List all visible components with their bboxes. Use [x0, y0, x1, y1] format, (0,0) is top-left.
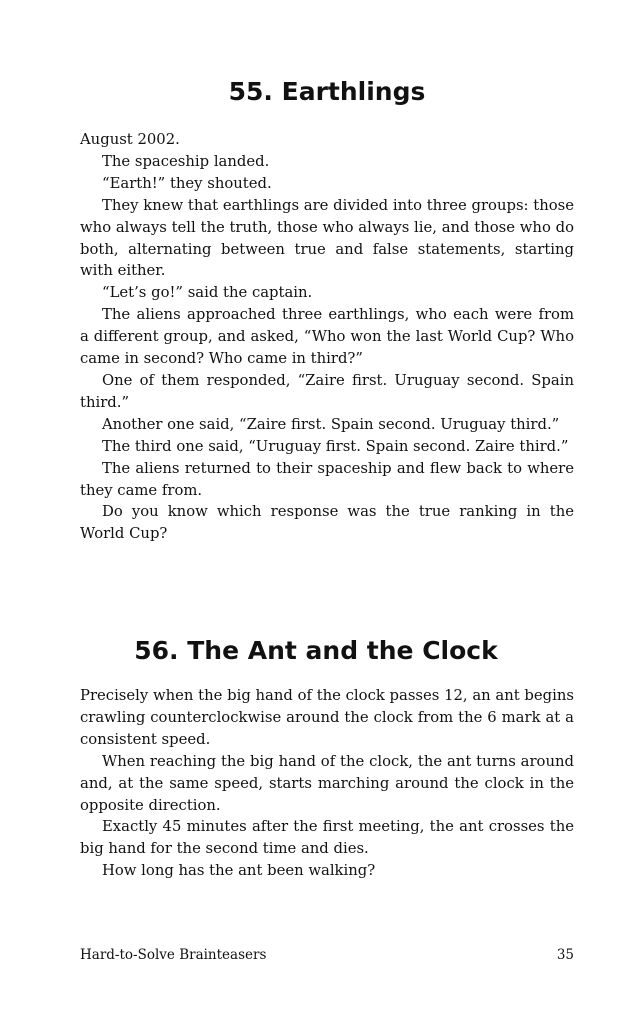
section-56-body: [80, 685, 574, 882]
section-55-title: 55. Earthlings: [228, 77, 426, 106]
paragraph: The third one said, “Uruguay first. Spain second. Zaire third.”: [102, 437, 569, 455]
paragraph: The aliens returned to their spaceship and flew back to where they came from.: [80, 459, 574, 499]
page-number: 35: [556, 947, 574, 963]
paragraph-question: Do you know which response was the true ranking in the World Cup?: [80, 503, 574, 543]
paragraph: “Earth!” they shouted.: [102, 174, 272, 192]
paragraph: They knew that earthlings are divided into three groups: those who always tell the truth, those who always lie, and those who do both, alternating between true and false statements, starting with either.: [80, 196, 574, 280]
paragraph: Exactly 45 minutes after the first meeting, the ant crosses the big hand for the second time and dies.: [80, 818, 574, 858]
section-56-title: 56. The Ant and the Clock: [134, 636, 498, 665]
paragraph: One of them responded, “Zaire first. Uruguay second. Spain third.”: [80, 371, 574, 411]
paragraph: Precisely when the big hand of the clock passes 12, an ant begins crawling counterclockwise around the clock from the 6 mark at a consistent speed.: [80, 687, 574, 748]
running-footer-title: Hard-to-Solve Brainteasers: [80, 947, 267, 963]
paragraph: The spaceship landed.: [102, 152, 270, 170]
paragraph: Another one said, “Zaire first. Spain second. Uruguay third.”: [102, 415, 560, 433]
paragraph-date: August 2002.: [80, 131, 180, 148]
paragraph: When reaching the big hand of the clock, the ant turns around and, at the same speed, starts marching around the clock in the opposite direction.: [80, 752, 574, 814]
paragraph: “Let’s go!” said the captain.: [102, 284, 313, 302]
paragraph: The aliens approached three earthlings, who each were from a different group, and asked, “Who won the last World Cup? Who came in second? Who came in third?”: [80, 306, 574, 368]
section-55-body: [80, 129, 574, 545]
paragraph-question: How long has the ant been walking?: [102, 862, 376, 880]
